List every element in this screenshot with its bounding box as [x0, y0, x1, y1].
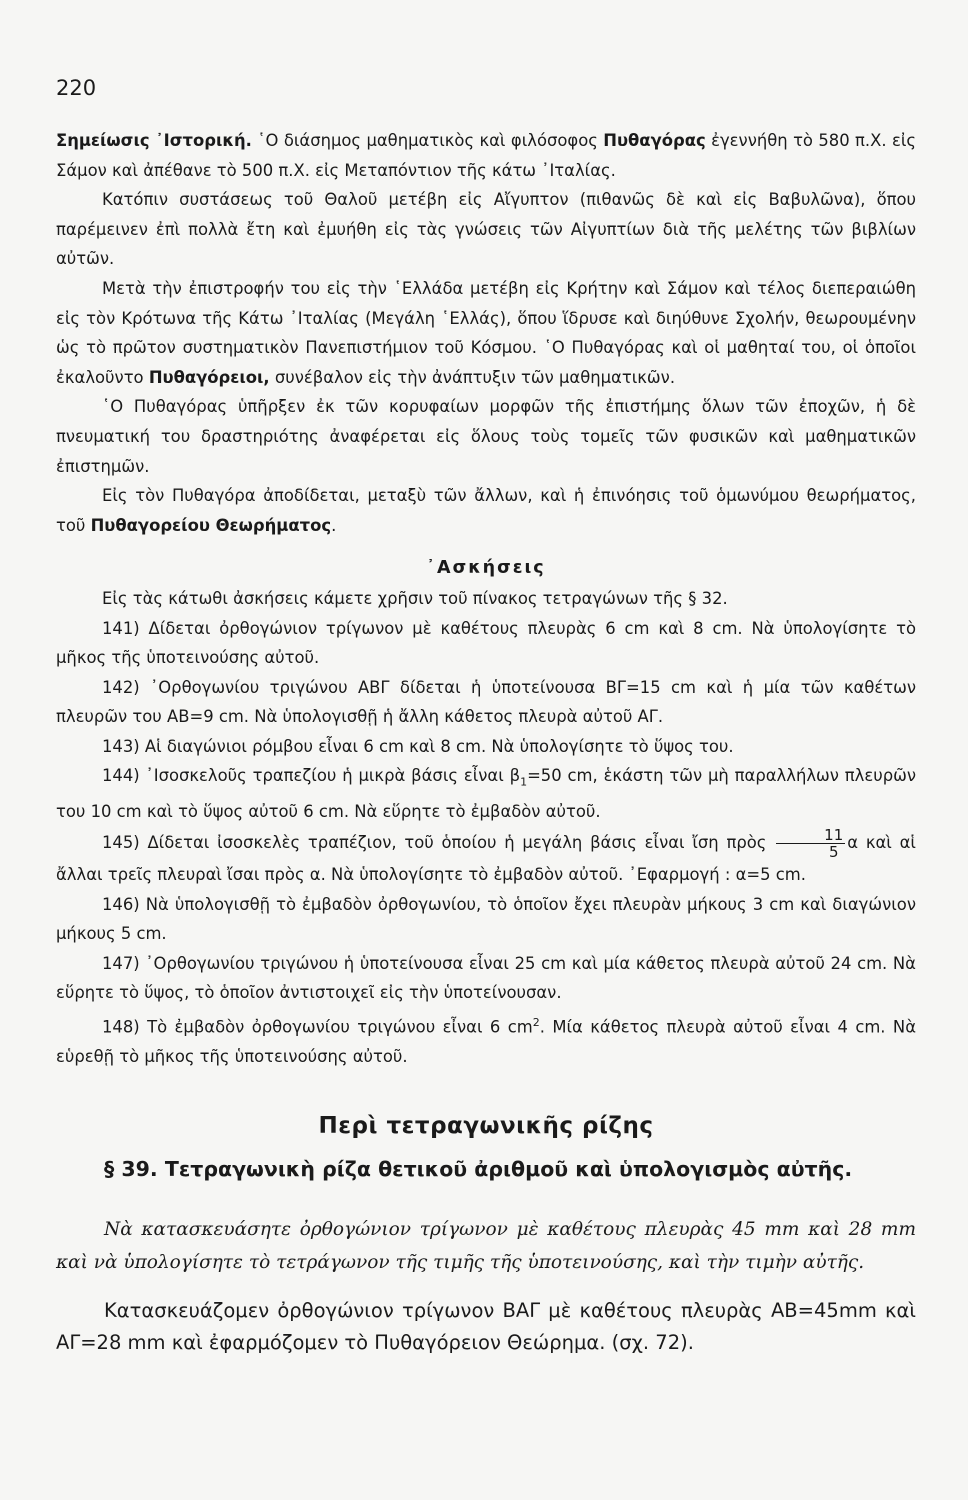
- exercise-146: 146) Νὰ ὑπολογισθῇ τὸ ἐμβαδὸν ὀρθογωνίου, τὸ ὁποῖον ἔχει πλευρὰν μήκους 3 cm καὶ διαγώνιον μήκους 5 cm.: [56, 894, 916, 944]
- exercises-heading: ᾿Ασκήσεις: [426, 558, 546, 579]
- chapter-title: Περὶ τετραγωνικῆς ρίζης: [318, 1112, 654, 1139]
- italic-task: Νὰ κατασκευάσητε ὀρθογώνιον τρίγωνον μὲ καθέτους πλευρὰς 45 mm καὶ 28 mm καὶ νὰ ὑπολογίσητε τὸ τετράγωνον τῆς τιμῆς τῆς ὑποτεινούσης, καὶ τὴν τιμὴν αὐτῆς.: [56, 1218, 916, 1273]
- exercise-143: 143) Αἱ διαγώνιοι ρόμβου εἶναι 6 cm καὶ 8 cm. Νὰ ὑπολογίσητε τὸ ὕψος του.: [102, 736, 734, 756]
- theorem-name: Πυθαγορείου Θεωρήματος: [90, 515, 332, 535]
- paragraph-theorem: Εἰς τὸν Πυθαγόρα ἀποδίδεται, μεταξὺ τῶν ἄλλων, καὶ ἡ ἐπινόησις τοῦ ὁμωνύμου θεωρήματος, τοῦ Πυθαγορείου Θεωρήματος.: [56, 486, 916, 535]
- paragraph-croton: Μετὰ τὴν ἐπιστροφήν του εἰς τὴν ῾Ελλάδα μετέβη εἰς Κρήτην καὶ Σάμον καὶ τέλος διεπεραιώθη εἰς τὸν Κρότωνα τῆς Κάτω ᾿Ιταλίας (Μεγάλη ῾Ελλάς), ὅπου ἵδρυσε καὶ διηύθυνε Σχολήν, θεωρουμένην ὡς τὸ πρῶτον συστηματικὸν Πανεπιστήμιον τοῦ Κόσμου. ῾Ο Πυθαγόρας καὶ οἱ μαθηταί του, οἱ ὁποῖοι ἐκαλοῦντο Πυθαγόρειοι, συνέβαλον εἰς τὴν ἀνάπτυξιν τῶν μαθηματικῶν.: [56, 278, 916, 387]
- note-label: Σημείωσις ᾿Ιστορική.: [56, 131, 252, 150]
- page-body: [56, 126, 916, 1359]
- exercises-intro: Εἰς τὰς κάτωθι ἀσκήσεις κάμετε χρῆσιν τοῦ πίνακος τετραγώνων τῆς § 32.: [102, 588, 728, 608]
- exercise-148: 148) Τὸ ἐμβαδὸν ὀρθογωνίου τριγώνου εἶναι 6 $cm^2$. Μία κάθετος πλευρὰ αὐτοῦ εἶναι 4 cm. Νὰ εὑρεθῇ τὸ μῆκος τῆς ὑποτεινούσης αὐτοῦ.: [56, 1015, 916, 1066]
- fraction-11-5: $\frac{11}{5}$: [776, 827, 845, 860]
- paragraph-legacy: ῾Ο Πυθαγόρας ὑπῆρξεν ἐκ τῶν κορυφαίων μορφῶν τῆς ἐπιστήμης ὅλων τῶν ἐποχῶν, ἡ δὲ πνευματική του δραστηριότης ἀναφέρεται εἰς ὅλους τοὺς τομεῖς τῶν φυσικῶν καὶ μαθηματικῶν ἐπιστημῶν.: [56, 397, 916, 476]
- exercise-144: 144) ᾿Ισοσκελοῦς τραπεζίου ἡ μικρὰ βάσις εἶναι $\beta_1=50$ cm, ἑκάστη τῶν μὴ παραλλήλων πλευρῶν του 10 cm καὶ τὸ ὕψος αὐτοῦ 6 cm. Νὰ εὕρητε τὸ ἐμβαδὸν αὐτοῦ.: [56, 766, 916, 822]
- exercise-141: 141) Δίδεται ὀρθογώνιον τρίγωνον μὲ καθέτους πλευρὰς 6 cm καὶ 8 cm. Νὰ ὑπολογίσητε τὸ μῆκος τῆς ὑποτεινούσης αὐτοῦ.: [56, 618, 916, 668]
- page-number: 220: [56, 76, 97, 100]
- section-title: § 39. Τετραγωνικὴ ρίζα θετικοῦ ἀριθμοῦ καὶ ὑπολογισμὸς αὐτῆς.: [104, 1157, 853, 1182]
- pythagoras-name: Πυθαγόρας: [603, 131, 706, 150]
- exercise-142: 142) ᾿Ορθογωνίου τριγώνου ΑΒΓ δίδεται ἡ ὑποτείνουσα ΒΓ=15 cm καὶ ἡ μία τῶν καθέτων πλευρῶν του ΑΒ=9 cm. Νὰ ὑπολογισθῇ ἡ ἄλλη κάθετος πλευρὰ αὐτοῦ ΑΓ.: [56, 677, 916, 727]
- paragraph-egypt: Κατόπιν συστάσεως τοῦ Θαλοῦ μετέβη εἰς Αἴγυπτον (πιθανῶς δὲ καὶ εἰς Βαβυλῶνα), ὅπου παρέμεινεν ἐπὶ πολλὰ ἔτη καὶ ἐμυήθη εἰς τὰς γνώσεις τῶν Αἰγυπτίων διὰ τῆς μελέτης τῶν βιβλίων αὐτῶν.: [56, 190, 916, 269]
- historical-note: Σημείωσις ᾿Ιστορική. ῾Ο διάσημος μαθηματικὸς καὶ φιλόσοφος Πυθαγόρας ἐγεννήθη τὸ 580 π.Χ. εἰς Σάμον καὶ ἀπέθανε τὸ 500 π.Χ. εἰς Μεταπόντιον τῆς κάτω ᾿Ιταλίας.: [56, 131, 917, 180]
- exercise-147: 147) ᾿Ορθογωνίου τριγώνου ἡ ὑποτείνουσα εἶναι 25 cm καὶ μία κάθετος πλευρὰ αὐτοῦ 24 cm. Νὰ εὕρητε τὸ ὕψος, τὸ ὁποῖον ἀντιστοιχεῖ εἰς τὴν ὑποτείνουσαν.: [56, 953, 916, 1003]
- construction-paragraph: Κατασκευάζομεν ὀρθογώνιον τρίγωνον ΒΑΓ μὲ καθέτους πλευρὰς ΑΒ=45mm καὶ ΑΓ=28 mm καὶ ἐφαρμόζομεν τὸ Πυθαγόρειον Θεώρημα. (σχ. 72).: [56, 1298, 916, 1354]
- pythagoreans-term: Πυθαγόρειοι,: [148, 367, 270, 387]
- exercise-145: 145) Δίδεται ἰσοσκελὲς τραπέζιον, τοῦ ὁποίου ἡ μεγάλη βάσις εἶναι ἴση πρὸς $\frac{11}{5}$ α καὶ αἱ ἄλλαι τρεῖς πλευραὶ ἴσαι πρὸς α. Νὰ ὑπολογίσητε τὸ ἐμβαδὸν αὐτοῦ. ᾿Εφαρμογή : α=5 cm.: [56, 825, 916, 884]
